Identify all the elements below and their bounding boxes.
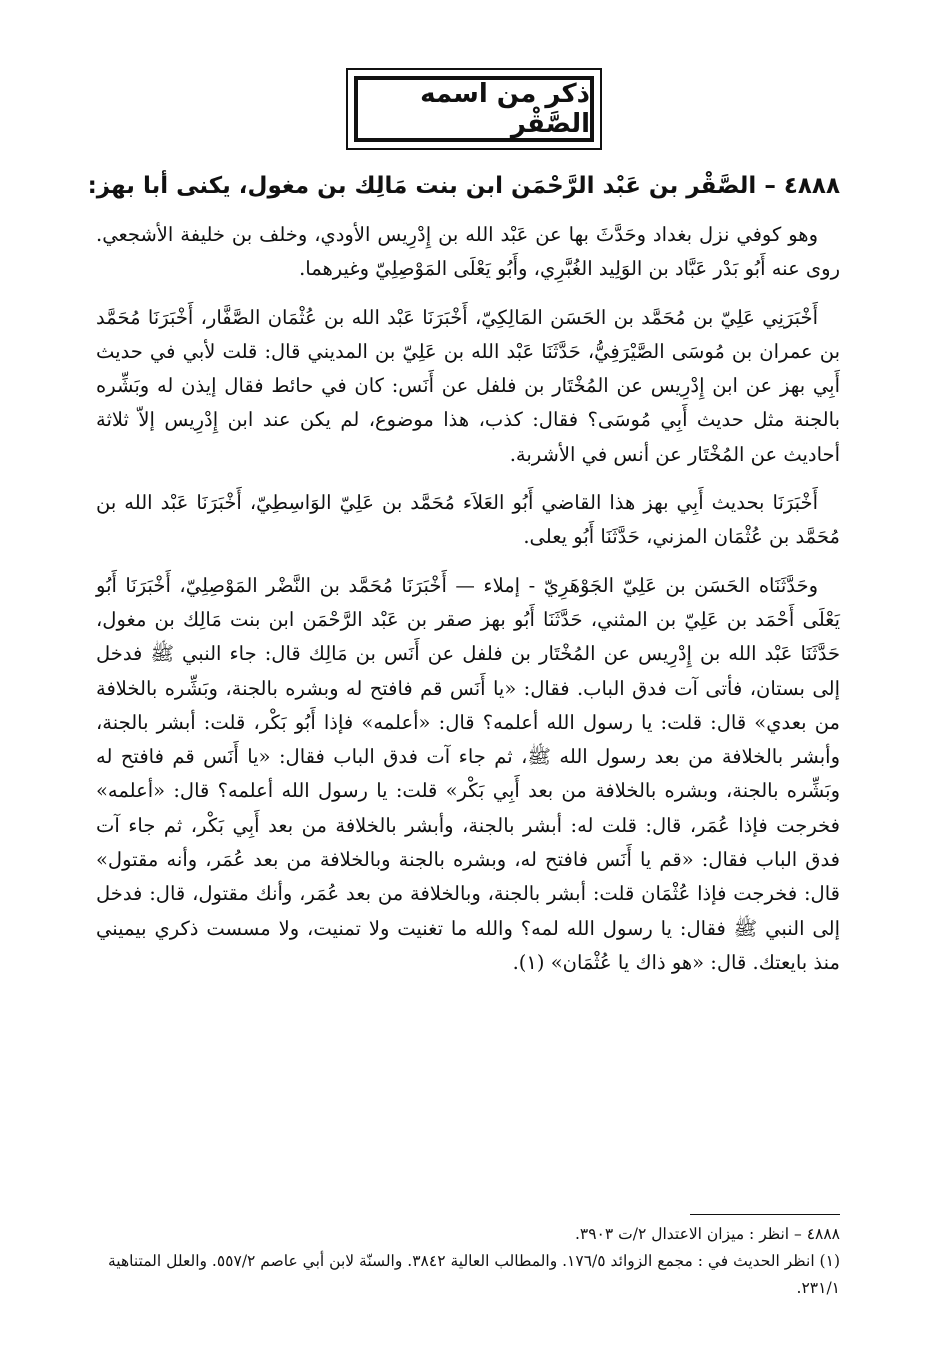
- entry-heading: ٤٨٨٨ – الصَّقْر بن عَبْد الرَّحْمَن ابن بنت مَالِك بن مغول، يكنى أبا بهز:: [87, 173, 840, 199]
- entry-body: [96, 218, 840, 980]
- paragraph: وحَدَّثَنَاه الحَسَن بن عَلِيّ الجَوْهَرِيّ - إملاء — أَخْبَرَنَا مُحَمَّد بن النَّضْر المَوْصِلِيّ، أَخْبَرَنَا أَبُو يَعْلَى أَحْمَد بن عَلِيّ بن المثني، حَدَّثَنَا أَبُو بهز صقر بن عَبْد الرَّحْمَن ابن بنت مَالِك بن مغول، حَدَّثَنَا عَبْد الله بن إِدْرِيس عن المُخْتَار بن فلفل عن أَنَس بن مَالِك قال: جاء النبي ﷺ فدخل إلى بستان، فأتى آت فدق الباب. فقال: «يا أَنَس قم فافتح له وبشره بالجنة، وبَشِّره بالخلافة من بعدي» قال: قلت: يا رسول الله أعلمه؟ قال: «أعلمه» فإذا أَبُو بَكْر، قلت: أبشر بالجنة، وأبشر بالخلافة من بعد رسول الله ﷺ، ثم جاء آت فدق الباب فقال: «يا أَنَس قم فافتح له وبَشِّره بالجنة، وبشره بالخلافة من بعد أَبِي بَكْر» قلت: يا رسول الله أعلمه؟ قال: «أعلمه» فخرجت فإذا عُمَر، قال: قلت له: أبشر بالجنة، وأبشر بالخلافة من بعد أَبِي بَكْر، ثم جاء آت فدق الباب فقال: «قم يا أَنَس فافتح له، وبشره بالجنة وبالخلافة من بعد عُمَر، وأنه مقتول» قال: فخرجت فإذا عُثْمَان قلت: أبشر بالجنة، وبالخلافة من بعد عُمَر، وأنك مقتول، قال: فدخل إلى النبي ﷺ فقال: يا رسول الله لمه؟ والله ما تغنيت ولا تمنيت، ولا مسست ذكري بيميني منذ بايعتك. قال: «هو ذاك يا عُثْمَان» (١).: [96, 573, 840, 974]
- paragraph: أَخْبَرَنَا بحديث أَبِي بهز هذا القاضي أَبُو العَلاَء مُحَمَّد بن عَلِيّ الوَاسِطِيّ، أَخْبَرَنَا عَبْد الله بن مُحَمَّد بن عُثْمَان المزني، حَدَّثَنَا أَبُو يعلى.: [96, 491, 840, 549]
- footnote: ٤٨٨٨ – انظر : ميزان الاعتدال ٢/ت ٣٩٠٣.: [574, 1225, 840, 1243]
- section-title: ذكر من اسمه الصَّقْر: [354, 76, 594, 142]
- section-title-frame: [346, 68, 602, 150]
- footnote-divider: [690, 1214, 840, 1215]
- paragraph: أَخْبَرَنِي عَلِيّ بن مُحَمَّد بن الحَسَن المَالِكِيّ، أَخْبَرَنَا عَبْد الله بن عُثْمَان الصَّفَّار، أَخْبَرَنَا مُحَمَّد بن عمران بن مُوسَى الصَّيْرَفِيُّ، حَدَّثَنَا عَبْد الله بن عَلِيّ بن المديني قال: قلت لأبي في حديث أَبِي بهز عن ابن إِدْرِيس عن المُخْتَار بن فلفل عن أَنَس: كان في حائط فقال إيذن له وبَشِّره بالجنة مثل حديث أَبِي مُوسَى؟ فقال: كذب، هذا موضوع، لم يكن عند ابن إِدْرِيس إلاّ ثلاثة أحاديث عن المُخْتَار عن أنس في الأشربة.: [96, 305, 840, 466]
- footnotes: [96, 1221, 840, 1302]
- footnote: (١) انظر الحديث في : مجمع الزوائد ١٧٦/٥. والمطالب العالية ٣٨٤٢. والسنّة لابن أبي عاصم ٥٥٧/٢. والعلل المتناهية ٢٣١/١.: [107, 1252, 840, 1297]
- paragraph: وهو كوفي نزل بغداد وحَدَّثَ بها عن عَبْد الله بن إِدْرِيس الأودي، وخلف بن خليفة الأشجعي. روى عنه أَبُو بَدْر عَبَّاد بن الوَلِيد الغُبَّرِي، وأَبُو يَعْلَى المَوْصِلِيّ وغيرهما.: [96, 223, 840, 281]
